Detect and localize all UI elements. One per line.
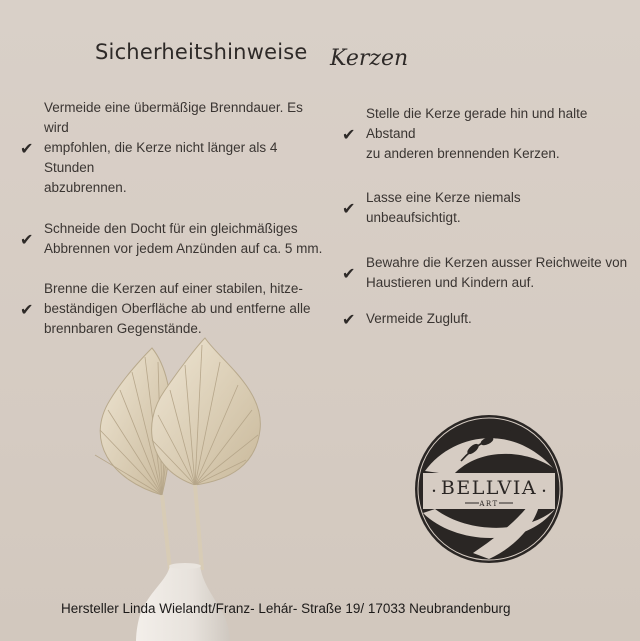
check-icon: ✔ [342, 124, 356, 144]
svg-text:•: • [541, 487, 547, 496]
check-icon: ✔ [20, 138, 34, 158]
check-icon: ✔ [20, 299, 34, 319]
list-item-text: Stelle die Kerze gerade hin und halte Abstand zu anderen brennenden Kerzen. [366, 106, 588, 161]
list-item-text: Schneide den Docht für ein gleichmäßiges Abbrennen vor jedem Anzünden auf ca. 5 mm. [44, 221, 323, 256]
check-icon: ✔ [342, 198, 356, 218]
list-item [342, 188, 632, 228]
page-subtitle: Kerzen [330, 46, 409, 71]
check-icon: ✔ [20, 229, 34, 249]
safety-list-left [20, 98, 330, 339]
list-item [20, 98, 330, 198]
page-title: Sicherheitshinweise [95, 40, 308, 64]
bellvia-logo [413, 413, 565, 565]
list-item-text: Vermeide Zugluft. [366, 311, 472, 326]
logo-tagline: ART [479, 500, 499, 508]
manufacturer-footer: Hersteller Linda Wielandt/Franz- Lehár- Straße 19/ 17033 Neubrandenburg [61, 601, 511, 616]
logo-name: BELLVIA [440, 477, 538, 499]
check-icon: ✔ [342, 263, 356, 283]
svg-text:•: • [431, 487, 437, 496]
list-item [342, 253, 632, 293]
check-icon: ✔ [342, 309, 356, 329]
list-item-text: Brenne die Kerzen auf einer stabilen, hitze- beständigen Oberfläche ab und entferne alle brennbaren Gegenstände. [44, 281, 311, 336]
safety-list-right [342, 104, 632, 329]
list-item-text: Vermeide eine übermäßige Brenndauer. Es wird empfohlen, die Kerze nicht länger als 4 Stunden abzubrennen. [44, 100, 303, 195]
list-item [342, 309, 632, 329]
list-item [20, 219, 330, 259]
list-item-text: Lasse eine Kerze niemals unbeaufsichtigt. [366, 190, 521, 225]
dried-palm-leaves-image [70, 330, 300, 641]
list-item [342, 104, 632, 164]
list-item-text: Bewahre die Kerzen ausser Reichweite von Haustieren und Kindern auf. [366, 255, 628, 290]
